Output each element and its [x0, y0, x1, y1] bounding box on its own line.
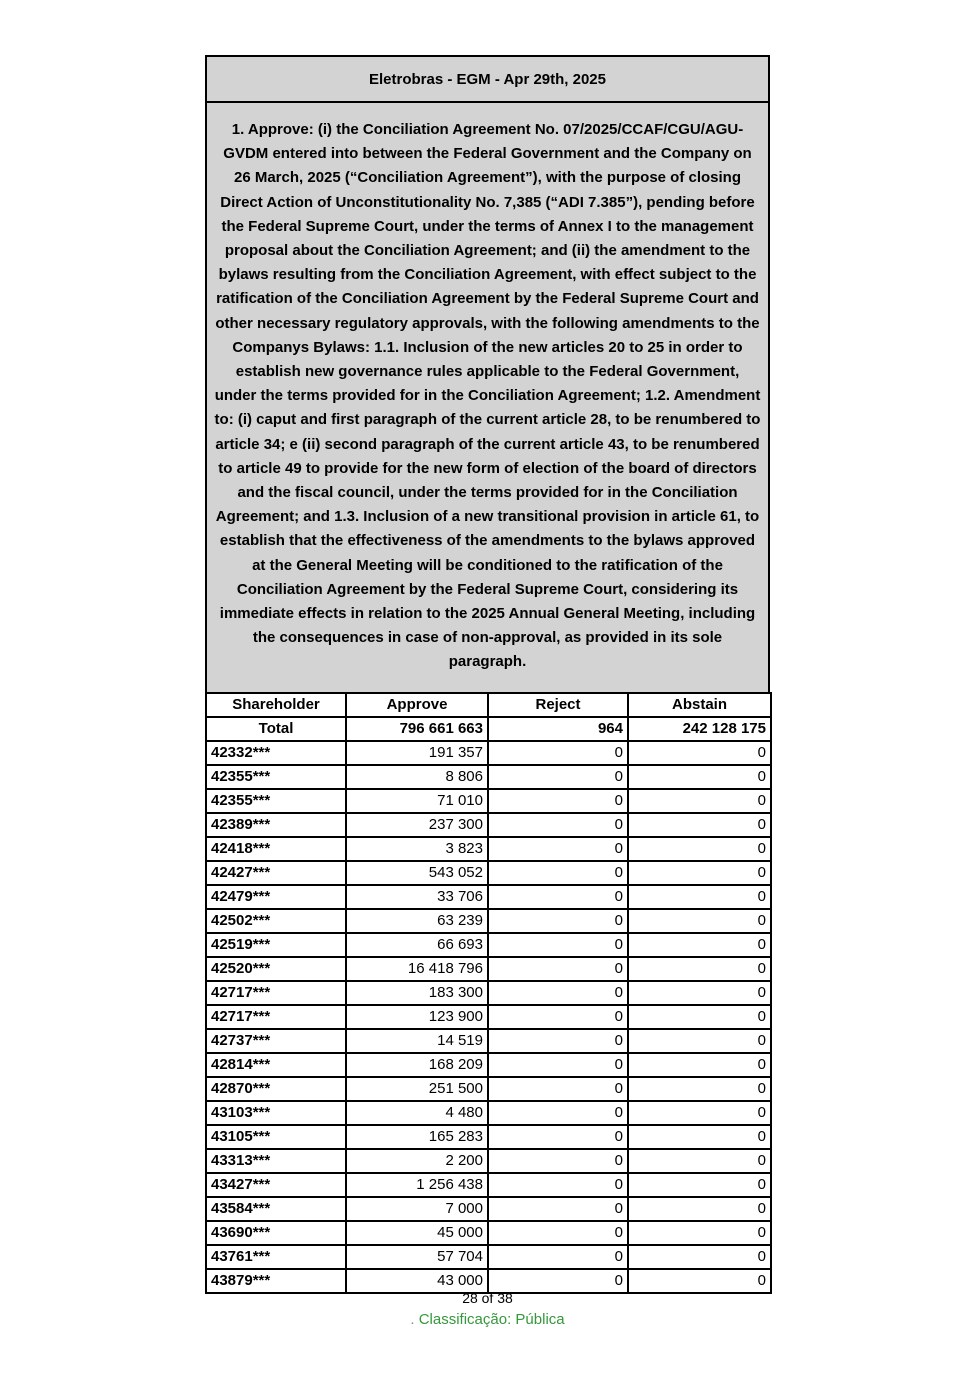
reject-cell: 0	[488, 1029, 628, 1053]
column-header-abstain: Abstain	[628, 693, 771, 717]
shareholder-cell: 42427***	[206, 861, 346, 885]
reject-cell: 0	[488, 1125, 628, 1149]
approve-cell: 191 357	[346, 741, 488, 765]
approve-cell: 14 519	[346, 1029, 488, 1053]
document-page	[205, 55, 770, 1328]
approve-cell: 7 000	[346, 1197, 488, 1221]
shareholder-cell: 42332***	[206, 741, 346, 765]
reject-cell: 0	[488, 1269, 628, 1293]
table-row	[206, 1125, 771, 1149]
column-header-reject: Reject	[488, 693, 628, 717]
abstain-cell: 0	[628, 861, 771, 885]
classification-label: Classificação: Pública	[418, 1310, 565, 1328]
table-row	[206, 1077, 771, 1101]
reject-cell: 0	[488, 861, 628, 885]
reject-cell: 0	[488, 1197, 628, 1221]
reject-cell: 0	[488, 837, 628, 861]
reject-cell: 0	[488, 885, 628, 909]
total-label-cell: Total	[206, 717, 346, 741]
approve-cell: 251 500	[346, 1077, 488, 1101]
approve-cell: 16 418 796	[346, 957, 488, 981]
table-row	[206, 1005, 771, 1029]
table-row	[206, 1101, 771, 1125]
approve-cell: 43 000	[346, 1269, 488, 1293]
approve-cell: 4 480	[346, 1101, 488, 1125]
approve-cell: 8 806	[346, 765, 488, 789]
approve-cell: 45 000	[346, 1221, 488, 1245]
shareholder-cell: 42389***	[206, 813, 346, 837]
abstain-cell: 0	[628, 1125, 771, 1149]
approve-cell: 63 239	[346, 909, 488, 933]
approve-cell: 237 300	[346, 813, 488, 837]
table-row	[206, 933, 771, 957]
abstain-cell: 0	[628, 1029, 771, 1053]
shareholder-cell: 42479***	[206, 885, 346, 909]
shareholder-cell: 43313***	[206, 1149, 346, 1173]
approve-cell: 165 283	[346, 1125, 488, 1149]
reject-cell: 0	[488, 1149, 628, 1173]
abstain-cell: 0	[628, 1197, 771, 1221]
abstain-cell: 0	[628, 741, 771, 765]
approve-cell: 66 693	[346, 933, 488, 957]
table-row	[206, 1197, 771, 1221]
abstain-cell: 0	[628, 789, 771, 813]
table-row	[206, 1029, 771, 1053]
approve-cell: 57 704	[346, 1245, 488, 1269]
shareholder-cell: 42519***	[206, 933, 346, 957]
shareholder-cell: 42737***	[206, 1029, 346, 1053]
total-row	[206, 717, 771, 741]
page-number: 28 of 38	[462, 1289, 513, 1306]
abstain-cell: 0	[628, 1077, 771, 1101]
total-abstain-cell: 242 128 175	[628, 717, 771, 741]
shareholder-cell: 43584***	[206, 1197, 346, 1221]
column-header-approve: Approve	[346, 693, 488, 717]
reject-cell: 0	[488, 765, 628, 789]
reject-cell: 0	[488, 1173, 628, 1197]
approve-cell: 123 900	[346, 1005, 488, 1029]
approve-cell: 1 256 438	[346, 1173, 488, 1197]
abstain-cell: 0	[628, 885, 771, 909]
shareholder-cell: 43105***	[206, 1125, 346, 1149]
meeting-title: Eletrobras - EGM - Apr 29th, 2025	[205, 55, 770, 103]
table-row	[206, 813, 771, 837]
table-row	[206, 837, 771, 861]
shareholder-cell: 42717***	[206, 981, 346, 1005]
reject-cell: 0	[488, 813, 628, 837]
reject-cell: 0	[488, 1053, 628, 1077]
reject-cell: 0	[488, 741, 628, 765]
table-row	[206, 1173, 771, 1197]
reject-cell: 0	[488, 981, 628, 1005]
voting-table	[205, 692, 772, 1294]
reject-cell: 0	[488, 1101, 628, 1125]
table-row	[206, 1149, 771, 1173]
table-row	[206, 981, 771, 1005]
abstain-cell: 0	[628, 1149, 771, 1173]
classification-prefix: .	[410, 1310, 415, 1328]
reject-cell: 0	[488, 957, 628, 981]
classification-footer	[205, 1311, 770, 1328]
table-row	[206, 861, 771, 885]
abstain-cell: 0	[628, 1221, 771, 1245]
table-row	[206, 741, 771, 765]
shareholder-cell: 42870***	[206, 1077, 346, 1101]
shareholder-cell: 42717***	[206, 1005, 346, 1029]
reject-cell: 0	[488, 909, 628, 933]
abstain-cell: 0	[628, 1173, 771, 1197]
abstain-cell: 0	[628, 1101, 771, 1125]
table-row	[206, 1245, 771, 1269]
shareholder-cell: 43761***	[206, 1245, 346, 1269]
abstain-cell: 0	[628, 981, 771, 1005]
table-header-row	[206, 693, 771, 717]
reject-cell: 0	[488, 933, 628, 957]
column-header-shareholder: Shareholder	[206, 693, 346, 717]
abstain-cell: 0	[628, 837, 771, 861]
table-row	[206, 885, 771, 909]
approve-cell: 33 706	[346, 885, 488, 909]
shareholder-cell: 43427***	[206, 1173, 346, 1197]
shareholder-cell: 43879***	[206, 1269, 346, 1293]
table-row	[206, 1053, 771, 1077]
abstain-cell: 0	[628, 765, 771, 789]
shareholder-cell: 43690***	[206, 1221, 346, 1245]
shareholder-cell: 42502***	[206, 909, 346, 933]
shareholder-cell: 42355***	[206, 789, 346, 813]
approve-cell: 3 823	[346, 837, 488, 861]
reject-cell: 0	[488, 1005, 628, 1029]
abstain-cell: 0	[628, 1005, 771, 1029]
approve-cell: 71 010	[346, 789, 488, 813]
shareholder-cell: 42520***	[206, 957, 346, 981]
abstain-cell: 0	[628, 813, 771, 837]
abstain-cell: 0	[628, 909, 771, 933]
abstain-cell: 0	[628, 933, 771, 957]
table-row	[206, 1221, 771, 1245]
reject-cell: 0	[488, 1245, 628, 1269]
reject-cell: 0	[488, 789, 628, 813]
shareholder-cell: 42418***	[206, 837, 346, 861]
shareholder-cell: 42355***	[206, 765, 346, 789]
abstain-cell: 0	[628, 1245, 771, 1269]
approve-cell: 183 300	[346, 981, 488, 1005]
reject-cell: 0	[488, 1221, 628, 1245]
approve-cell: 2 200	[346, 1149, 488, 1173]
total-approve-cell: 796 661 663	[346, 717, 488, 741]
table-row	[206, 957, 771, 981]
table-row	[206, 765, 771, 789]
shareholder-cell: 43103***	[206, 1101, 346, 1125]
approve-cell: 168 209	[346, 1053, 488, 1077]
shareholder-cell: 42814***	[206, 1053, 346, 1077]
abstain-cell: 0	[628, 957, 771, 981]
approve-cell: 543 052	[346, 861, 488, 885]
abstain-cell: 0	[628, 1053, 771, 1077]
proposal-text: 1. Approve: (i) the Conciliation Agreement No. 07/2025/CCAF/CGU/AGU-GVDM entered into between the Federal Government and the Company on 26 March, 2025 (“Conciliation Agreement”), with the purpose of closing Direct Action of Unconstitutionality No. 7,385 (“ADI 7.385”), pending before the Federal Supreme Court, under the terms of Annex I to the management proposal about the Conciliation Agreement; and (ii) the amendment to the bylaws resulting from the Conciliation Agreement, with effect subject to the ratification of the Conciliation Agreement by the Federal Supreme Court and other necessary regulatory approvals, with the following amendments to the Companys Bylaws: 1.1. Inclusion of the new articles 20 to 25 in order to establish new governance rules applicable to the Federal Government, under the terms provided for in the Conciliation Agreement; 1.2. Amendment to: (i) caput and first paragraph of the current article 28, to be renumbered to article 34; e (ii) second paragraph of the current article 43, to be renumbered to article 49 to provide for the new form of election of the board of directors and the fiscal council, under the terms provided for in the Conciliation Agreement; and 1.3. Inclusion of a new transitional provision in article 61, to establish that the effectiveness of the amendments to the bylaws approved at the General Meeting will be conditioned to the ratification of the Conciliation Agreement by the Federal Supreme Court, considering its immediate effects in relation to the 2025 Annual General Meeting, including the consequences in case of non-approval, as provided in its sole paragraph.	[205, 103, 770, 694]
abstain-cell: 0	[628, 1269, 771, 1293]
total-reject-cell: 964	[488, 717, 628, 741]
table-row	[206, 789, 771, 813]
reject-cell: 0	[488, 1077, 628, 1101]
table-row	[206, 909, 771, 933]
